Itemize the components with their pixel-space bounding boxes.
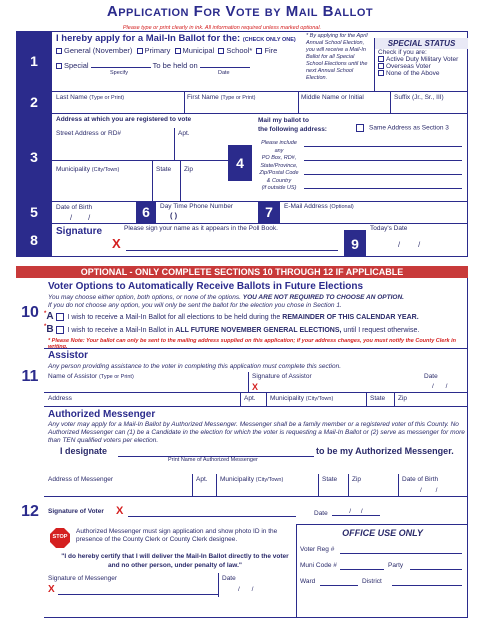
form-title: Application For Vote by Mail Ballot bbox=[106, 3, 374, 20]
assistor-date-label: Date bbox=[424, 373, 438, 380]
email-field[interactable]: E-Mail Address (Optional) bbox=[284, 203, 354, 210]
school-checkbox[interactable] bbox=[218, 48, 224, 54]
stop-label: STOP bbox=[52, 534, 68, 540]
office-use-box bbox=[296, 524, 468, 618]
messenger-address-underline bbox=[44, 496, 468, 497]
office-use-title: OFFICE USE ONLY bbox=[342, 528, 423, 538]
voter-signature-x-mark: X bbox=[116, 505, 124, 517]
option-a-row[interactable]: *A I wish to receive a Mail-In Ballot for all elections to be held during the REMAINDER OF THIS CALENDAR YEAR. bbox=[44, 311, 419, 322]
special-status-prompt: Check if you are: bbox=[378, 49, 427, 56]
section-4-number: 4 bbox=[228, 145, 252, 181]
section-1-options-row1 bbox=[56, 46, 306, 55]
messenger-municipality-field[interactable]: Municipality (City/Town) bbox=[220, 476, 284, 483]
voter-date-field[interactable]: / / bbox=[332, 508, 380, 516]
assistor-row-divider bbox=[44, 392, 468, 393]
messenger-dob-divider bbox=[398, 474, 399, 496]
section-10-red-note: * Please Note: Your ballot can only be sent to the mailing address supplied on this application; if your address changes, you must notify the County Clerk in writing. bbox=[48, 338, 456, 350]
section-5-number: 5 bbox=[16, 201, 52, 223]
state-divider bbox=[152, 160, 153, 201]
fire-checkbox[interactable] bbox=[256, 48, 262, 54]
same-address-checkbox[interactable] bbox=[356, 124, 364, 132]
optional-banner: OPTIONAL - ONLY COMPLETE SECTIONS 10 THROUGH 12 IF APPLICABLE bbox=[16, 266, 468, 278]
voter-reg-field[interactable] bbox=[340, 553, 462, 554]
assistor-municipality-field[interactable]: Municipality (City/Town) bbox=[270, 395, 334, 402]
overseas-checkbox[interactable] bbox=[378, 63, 384, 69]
section-12-note: Any voter may apply for a Mail-In Ballot by Authorized Messenger. Messenger shall be a family member or a registered voter of this County. No Authorized Messenger can (1) be a Candidate in the election for which the voter is requesting a Mail-In Ballot or (2) serve as messenger for more than TEN qualified voters per election. bbox=[48, 421, 465, 444]
messenger-certification: "I do hereby certify that I will deliver the Mail-In Ballot directly to the voter and no other person, under penalty of law." bbox=[61, 553, 289, 569]
section-1-number: 1 bbox=[16, 31, 52, 91]
signature-instruction: Please sign your name as it appears in the Poll Book. bbox=[124, 225, 278, 232]
signature-field[interactable] bbox=[126, 250, 338, 251]
option-b-letter: B bbox=[46, 324, 54, 335]
municipal-option[interactable]: Municipal bbox=[175, 46, 215, 55]
municipal-checkbox[interactable] bbox=[175, 48, 181, 54]
assistor-x-mark: X bbox=[252, 382, 259, 392]
date-label: Date bbox=[218, 70, 230, 76]
voter-signature-field[interactable] bbox=[128, 516, 296, 517]
section-6-number: 6 bbox=[136, 201, 156, 223]
section-10-heading: Voter Options to Automatically Receive Ballots in Future Elections bbox=[48, 281, 364, 292]
messenger-apt-field[interactable]: Apt. bbox=[196, 476, 208, 483]
phone-label: Day Time Phone Number bbox=[160, 203, 233, 210]
section-8-number: 8 bbox=[16, 223, 52, 257]
suffix-divider bbox=[390, 91, 391, 113]
option-a-checkbox[interactable] bbox=[56, 313, 64, 321]
section-12-divider bbox=[16, 406, 468, 407]
messenger-state-field[interactable]: State bbox=[322, 476, 338, 483]
print-name-label: Print Name of Authorized Messenger bbox=[168, 457, 258, 463]
ward-field[interactable] bbox=[320, 585, 358, 586]
school-option[interactable]: School* bbox=[218, 46, 252, 55]
section-10-number: 10 bbox=[16, 278, 44, 348]
mail-address-line-2[interactable] bbox=[304, 160, 462, 161]
fire-option[interactable]: Fire bbox=[256, 46, 277, 55]
todays-date-label: Today's Date bbox=[370, 225, 408, 232]
messenger-date-field[interactable]: / / bbox=[238, 586, 254, 593]
assistor-state-field[interactable]: State bbox=[370, 395, 386, 402]
dob-field[interactable]: / / bbox=[70, 213, 91, 222]
section-10-note-line2: If you do not choose any option, you will only be sent the ballot for the election you chose in Section 1. bbox=[48, 302, 342, 309]
section-2-number: 2 bbox=[16, 91, 52, 113]
muni-code-field[interactable] bbox=[340, 569, 384, 570]
party-field[interactable] bbox=[410, 569, 462, 570]
assistor-date-field[interactable]: / / bbox=[432, 383, 448, 390]
voter-reg-label: Voter Reg # bbox=[300, 546, 335, 553]
assistor-name-field[interactable]: Name of Assistor (Type or Print) bbox=[48, 373, 134, 380]
assistor-zip-divider bbox=[394, 392, 395, 406]
messenger-apt-divider bbox=[192, 474, 193, 496]
mail-address-line-1[interactable] bbox=[304, 146, 462, 147]
messenger-state-divider bbox=[318, 474, 319, 496]
voter-date-label: Date bbox=[314, 510, 328, 517]
option-a-letter: A bbox=[46, 311, 54, 322]
general-checkbox[interactable] bbox=[56, 48, 62, 54]
section-12-number: 12 bbox=[16, 406, 44, 618]
zip-divider bbox=[180, 160, 181, 201]
active-duty-checkbox[interactable] bbox=[378, 56, 384, 62]
section-11-divider bbox=[16, 348, 468, 349]
section-1-heading: I hereby apply for a Mail-In Ballot for the: (CHECK ONLY ONE) bbox=[56, 33, 296, 44]
middle-name-field[interactable]: Middle Name or Initial bbox=[301, 94, 364, 101]
messenger-dob-field[interactable]: / / bbox=[420, 487, 438, 494]
special-status-box bbox=[374, 38, 468, 91]
district-field[interactable] bbox=[392, 585, 462, 586]
section-11-heading: Assistor bbox=[48, 350, 89, 361]
to-be-messenger-label: to be my Authorized Messenger. bbox=[316, 446, 454, 456]
mail-address-line-4[interactable] bbox=[304, 188, 462, 189]
messenger-date-divider bbox=[218, 573, 219, 597]
messenger-signature-x-mark: X bbox=[48, 584, 55, 595]
primary-option[interactable]: Primary bbox=[137, 46, 171, 55]
special-status-title: SPECIAL STATUS bbox=[375, 38, 468, 49]
assistor-state-divider bbox=[366, 392, 367, 406]
none-option[interactable]: None of the Above bbox=[375, 70, 468, 77]
party-label: Party bbox=[388, 562, 404, 569]
first-name-divider bbox=[184, 91, 185, 113]
primary-checkbox[interactable] bbox=[137, 48, 143, 54]
section-3-number: 3 bbox=[16, 113, 52, 201]
phone-field[interactable]: ( ) bbox=[170, 211, 178, 220]
voter-signature-label: Signature of Voter bbox=[48, 508, 104, 515]
section-11-number: 11 bbox=[16, 348, 44, 406]
stop-instruction: Authorized Messenger must sign application and show photo ID in the presence of the County Clerk or County Clerk designee. bbox=[76, 528, 278, 543]
signature-x-mark: X bbox=[112, 236, 121, 251]
state-field[interactable]: State bbox=[156, 166, 172, 173]
messenger-muni-divider bbox=[216, 474, 217, 496]
section-11-note: Any person providing assistance to the voter in completing this application must complete this section. bbox=[48, 363, 342, 370]
school-footnote: * By applying for the April Annual School Election, you will receive a Mail-In Ballot for all Special School Elections until the next Annual School Election. bbox=[306, 33, 368, 81]
street-field[interactable]: Street Address or RD# bbox=[56, 130, 122, 137]
section-9-number: 9 bbox=[344, 230, 366, 257]
ward-label: Ward bbox=[300, 578, 316, 585]
first-name-field[interactable]: First Name (Type or Print) bbox=[187, 94, 256, 101]
messenger-zip-field[interactable]: Zip bbox=[352, 476, 362, 483]
section-4-heading: Mail my ballot to the following address: bbox=[258, 117, 327, 133]
special-specify-field[interactable] bbox=[91, 60, 151, 68]
stop-icon bbox=[50, 528, 70, 548]
active-duty-option[interactable]: Active Duty Military Voter bbox=[375, 56, 468, 63]
general-option[interactable]: General (November) bbox=[56, 46, 132, 55]
messenger-dob-label: Date of Birth bbox=[402, 476, 439, 483]
messenger-address-field[interactable]: Address of Messenger bbox=[48, 476, 114, 483]
zip-field[interactable]: Zip bbox=[184, 166, 194, 173]
assistor-signature-label: Signature of Assistor bbox=[252, 373, 312, 380]
messenger-signature-label: Signature of Messenger bbox=[48, 575, 118, 582]
held-on-date-field[interactable] bbox=[200, 60, 250, 68]
todays-date-field[interactable]: / / bbox=[398, 240, 421, 249]
section-5-divider bbox=[16, 201, 468, 202]
section-3-heading: Address at which you are registered to vote bbox=[56, 116, 192, 123]
option-b-checkbox[interactable] bbox=[56, 326, 64, 334]
form-instruction: Please type or print clearly in ink. All information required unless marked optional. bbox=[122, 25, 322, 31]
apt-divider bbox=[174, 128, 175, 160]
section-4-include-note: Please include any PO Box, RD#, State/Province, Zip/Postal Code & Country (if outside US) bbox=[259, 140, 299, 191]
special-option[interactable]: Special bbox=[56, 61, 89, 70]
muni-code-label: Muni Code # bbox=[300, 562, 337, 569]
assistor-apt-divider bbox=[240, 392, 241, 406]
section-8-divider bbox=[16, 223, 468, 224]
same-address-option[interactable]: Same Address as Section 3 bbox=[356, 124, 449, 132]
mail-address-line-3[interactable] bbox=[304, 174, 462, 175]
last-name-field[interactable]: Last Name (Type or Print) bbox=[56, 94, 125, 101]
municipality-field[interactable]: Municipality (City/Town) bbox=[56, 166, 120, 173]
messenger-date-label: Date bbox=[222, 575, 236, 582]
dob-label: Date of Birth bbox=[56, 204, 93, 211]
section-12-heading: Authorized Messenger bbox=[48, 409, 156, 420]
assistor-zip-field[interactable]: Zip bbox=[398, 395, 408, 402]
section-3-divider bbox=[16, 113, 468, 114]
special-checkbox[interactable] bbox=[56, 63, 62, 69]
middle-name-divider bbox=[298, 91, 299, 113]
apt-field[interactable]: Apt. bbox=[178, 130, 190, 137]
assistor-sig-divider bbox=[248, 372, 249, 392]
signature-label: Signature bbox=[56, 226, 103, 237]
section-1-options-row2: Special To be held on bbox=[56, 60, 306, 70]
street-underline bbox=[52, 160, 228, 161]
assistor-muni-divider bbox=[266, 392, 267, 406]
suffix-field[interactable]: Suffix (Jr., Sr., III) bbox=[394, 94, 444, 101]
designate-label: I designate bbox=[60, 446, 108, 456]
messenger-signature-field[interactable] bbox=[58, 594, 218, 595]
assistor-apt-field[interactable]: Apt. bbox=[244, 395, 256, 402]
district-label: District bbox=[362, 578, 382, 585]
option-b-row[interactable]: *B I wish to receive a Mail-In Ballot in ALL FUTURE NOVEMBER GENERAL ELECTIONS, until I request otherwise. bbox=[44, 324, 420, 335]
section-10-note-line1: You may choose either option, both options, or none of the options. YOU ARE NOT REQUIRED TO CHOOSE AN OPTION. bbox=[48, 294, 404, 301]
specify-label: Specify bbox=[110, 70, 129, 76]
messenger-zip-divider bbox=[348, 474, 349, 496]
assistor-address-field[interactable]: Address bbox=[48, 395, 72, 402]
section-7-number: 7 bbox=[258, 201, 280, 223]
section-2-divider bbox=[16, 91, 468, 92]
none-checkbox[interactable] bbox=[378, 70, 384, 76]
overseas-option[interactable]: Overseas Voter bbox=[375, 63, 468, 70]
